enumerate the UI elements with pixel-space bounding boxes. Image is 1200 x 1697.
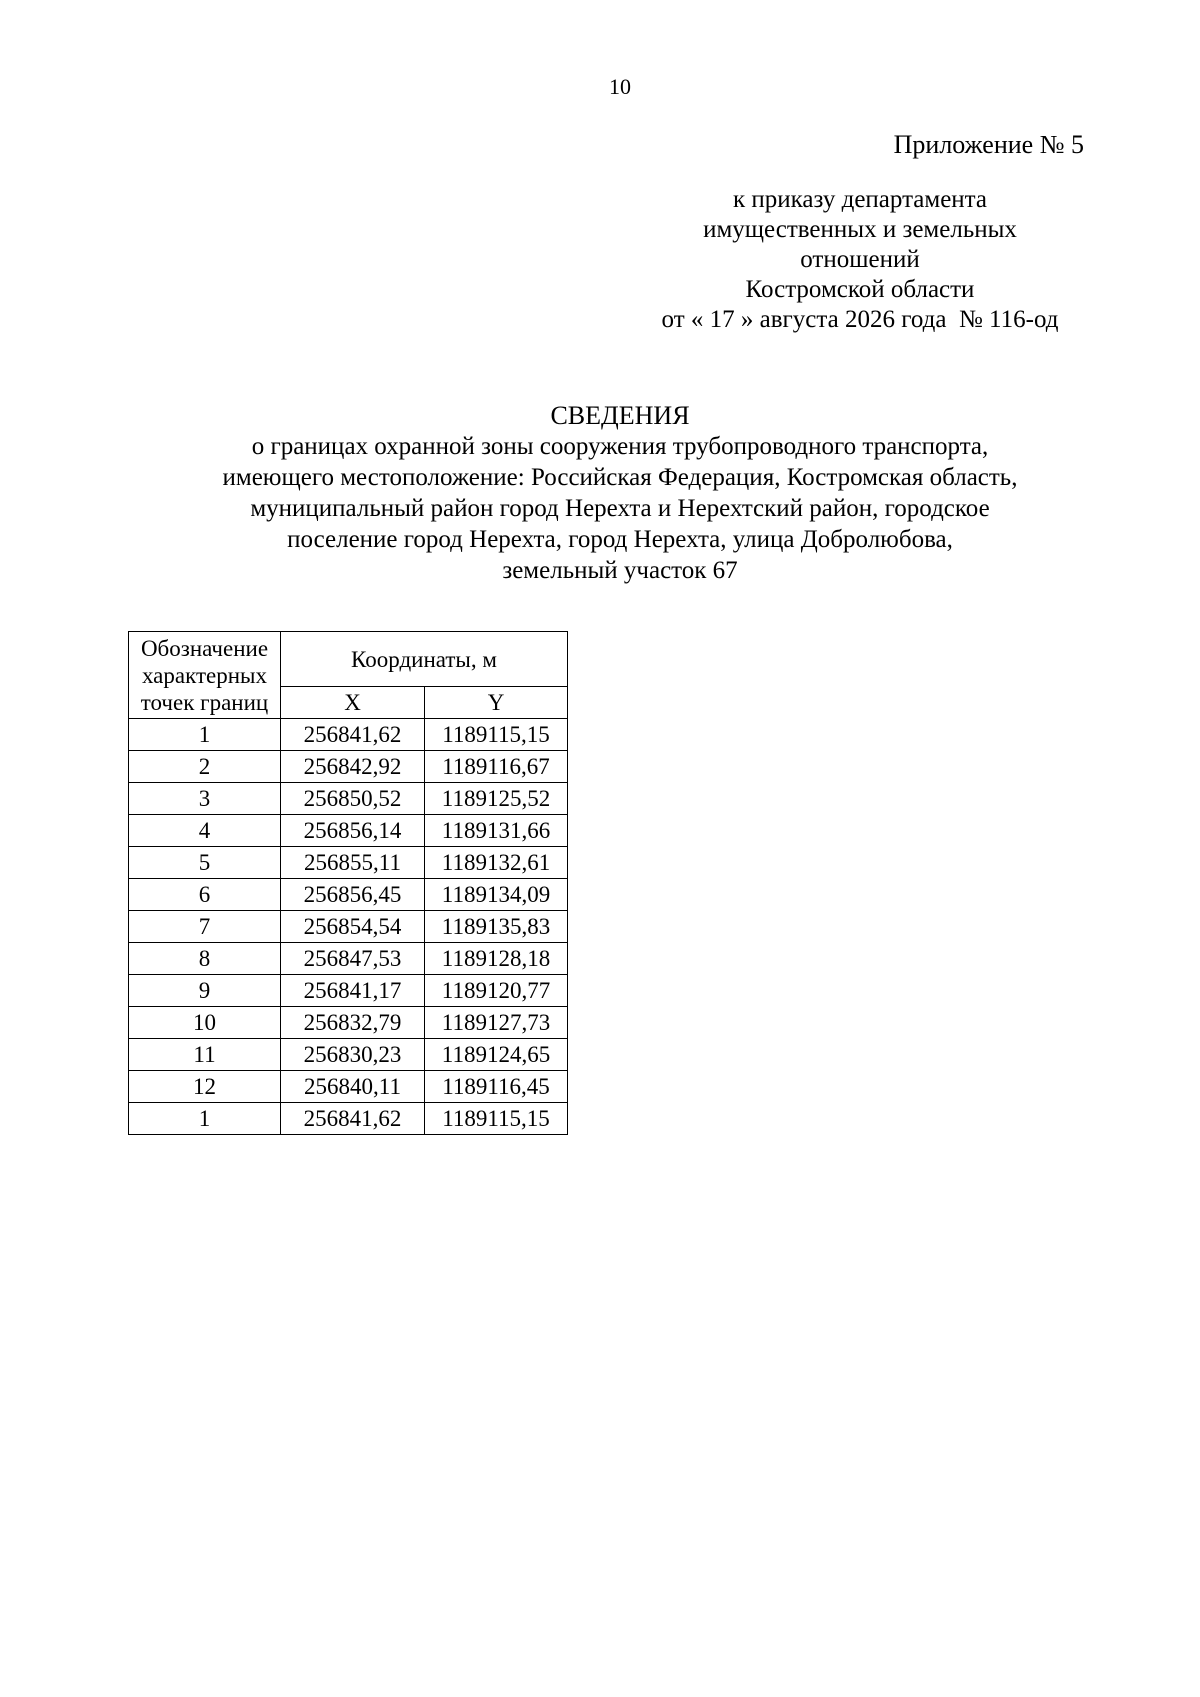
point-cell: 4	[129, 815, 281, 847]
subtitle-line: муниципальный район город Нерехта и Нерехтский район, городское	[250, 495, 990, 522]
y-cell: 1189116,45	[425, 1071, 568, 1103]
table-row	[129, 1007, 568, 1039]
y-cell: 1189131,66	[425, 815, 568, 847]
order-line: Костромской области	[745, 276, 975, 303]
y-cell: 1189124,65	[425, 1039, 568, 1071]
point-column-header	[129, 632, 281, 719]
table-row	[129, 815, 568, 847]
y-cell: 1189135,83	[425, 911, 568, 943]
x-cell: 256854,54	[281, 911, 425, 943]
x-cell: 256841,62	[281, 1103, 425, 1135]
document-title: СВЕДЕНИЯ	[550, 401, 690, 430]
x-cell: 256840,11	[281, 1071, 425, 1103]
table-row	[129, 943, 568, 975]
point-cell: 8	[129, 943, 281, 975]
y-cell: 1189127,73	[425, 1007, 568, 1039]
point-header-line: точек границ	[140, 689, 269, 715]
point-cell: 12	[129, 1071, 281, 1103]
point-cell: 3	[129, 783, 281, 815]
x-cell: 256841,62	[281, 719, 425, 751]
y-cell: 1189132,61	[425, 847, 568, 879]
point-cell: 7	[129, 911, 281, 943]
subtitle-line: земельный участок 67	[502, 557, 738, 584]
point-header-line: характерных	[141, 662, 267, 688]
y-cell: 1189120,77	[425, 975, 568, 1007]
y-cell: 1189116,67	[425, 751, 568, 783]
table-row	[129, 879, 568, 911]
x-cell: 256832,79	[281, 1007, 425, 1039]
x-cell: 256856,14	[281, 815, 425, 847]
x-cell: 256842,92	[281, 751, 425, 783]
point-cell: 6	[129, 879, 281, 911]
point-cell: 10	[129, 1007, 281, 1039]
y-cell: 1189134,09	[425, 879, 568, 911]
y-cell: 1189128,18	[425, 943, 568, 975]
order-reference	[620, 185, 1100, 335]
subtitle-line: о границах охранной зоны сооружения трубопроводного транспорта,	[251, 433, 989, 460]
order-line: имущественных и земельных	[703, 216, 1017, 243]
x-cell: 256850,52	[281, 783, 425, 815]
point-cell: 9	[129, 975, 281, 1007]
table-row	[129, 1103, 568, 1135]
order-line-date: от « 17 » августа 2026 года № 116-од	[661, 306, 1059, 333]
x-cell: 256855,11	[281, 847, 425, 879]
x-column-header: X	[281, 687, 425, 719]
table-row	[129, 719, 568, 751]
point-cell: 1	[129, 719, 281, 751]
table-row	[129, 1039, 568, 1071]
x-cell: 256847,53	[281, 943, 425, 975]
appendix-label: Приложение № 5	[893, 130, 1084, 159]
y-cell: 1189125,52	[425, 783, 568, 815]
point-cell: 1	[129, 1103, 281, 1135]
table-row	[129, 751, 568, 783]
coordinates-table	[128, 631, 568, 1135]
subtitle-line: имеющего местоположение: Российская Федерация, Костромская область,	[222, 464, 1018, 491]
table-body	[129, 719, 568, 1135]
table-row	[129, 783, 568, 815]
y-cell: 1189115,15	[425, 1103, 568, 1135]
order-line: к приказу департамента	[732, 186, 988, 213]
coordinates-header: Координаты, м	[281, 632, 568, 687]
point-cell: 2	[129, 751, 281, 783]
page-number: 10	[609, 74, 631, 99]
table-row	[129, 975, 568, 1007]
x-cell: 256830,23	[281, 1039, 425, 1071]
document-title-block	[120, 400, 1120, 586]
y-column-header: Y	[425, 687, 568, 719]
point-header-line: Обозначение	[140, 635, 269, 661]
order-line: отношений	[800, 246, 920, 273]
x-cell: 256856,45	[281, 879, 425, 911]
point-cell: 11	[129, 1039, 281, 1071]
table-row	[129, 847, 568, 879]
x-cell: 256841,17	[281, 975, 425, 1007]
point-cell: 5	[129, 847, 281, 879]
table-row	[129, 1071, 568, 1103]
y-cell: 1189115,15	[425, 719, 568, 751]
subtitle-line: поселение город Нерехта, город Нерехта, улица Добролюбова,	[287, 526, 953, 553]
table-row	[129, 911, 568, 943]
